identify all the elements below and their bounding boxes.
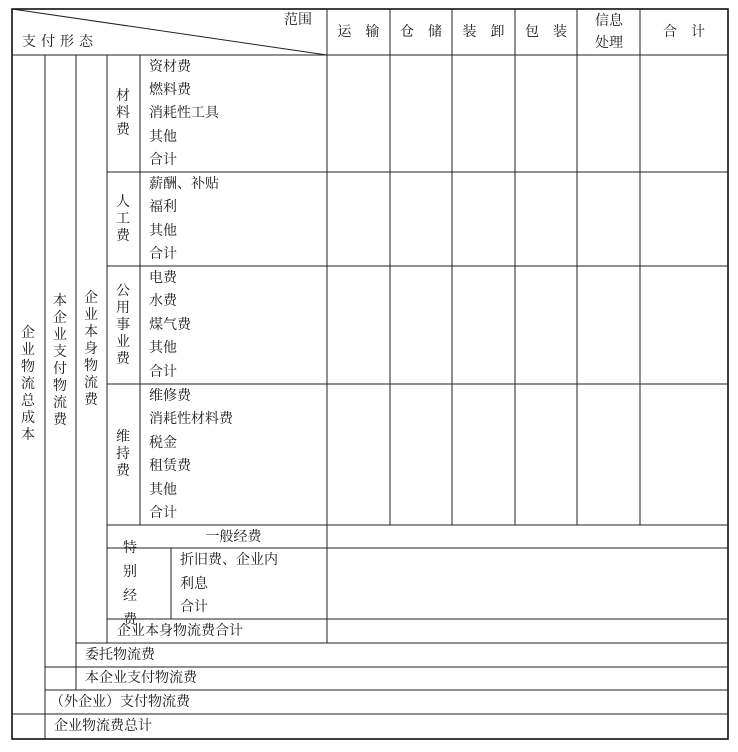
- material-item: 资材费: [149, 59, 191, 75]
- own-paid-total-row-label: 本企业支付物流费: [85, 670, 197, 686]
- external-paid-row-label: （外企业）支付物流费: [50, 694, 190, 710]
- material-item: 合计: [149, 152, 177, 168]
- outsourced-row-label: 委托物流费: [85, 647, 155, 663]
- total-cost-label: [12, 55, 45, 714]
- material-item: 其他: [149, 129, 177, 145]
- own-paid-text: 本企业支付物流费: [53, 293, 67, 428]
- column-header-total: 合 计: [663, 24, 705, 40]
- own-logistics-text: 企业本身物流费: [84, 289, 98, 408]
- payment-form-header-label: 支付形态: [22, 34, 98, 50]
- material-group-text: 材料费: [116, 88, 130, 138]
- column-header-storage: 仓 储: [400, 24, 442, 40]
- column-header-transport: 运 输: [337, 24, 380, 40]
- utility-group-label: [107, 266, 140, 384]
- maintenance-item: 合计: [149, 505, 177, 521]
- labor-item: 薪酬、补贴: [149, 176, 219, 192]
- labor-group-text: 人工费: [116, 193, 130, 244]
- special-item: 合计: [180, 599, 208, 615]
- maintenance-item: 维修费: [149, 388, 191, 404]
- maintenance-group-label: [107, 384, 140, 525]
- material-item: 燃料费: [149, 82, 191, 98]
- special-expense-text: 特别经费: [123, 539, 140, 628]
- utility-item: 水费: [149, 293, 177, 309]
- column-header-handling: 装 卸: [462, 24, 505, 40]
- special-item: 折旧费、企业内: [180, 552, 278, 568]
- total-cost-text: 企业物流总成本: [21, 325, 35, 443]
- material-group-label: [107, 55, 140, 172]
- labor-item: 其他: [149, 223, 177, 239]
- maintenance-item: 税金: [149, 435, 177, 451]
- general-expense-label: 一般经费: [205, 528, 262, 545]
- maintenance-item: 其他: [149, 482, 177, 498]
- utility-group-text: 公用事业费: [116, 282, 130, 367]
- labor-item: 合计: [149, 246, 177, 262]
- labor-item: 福利: [149, 199, 177, 215]
- utility-item: 其他: [149, 340, 177, 356]
- column-header-info-processing: 信息处理: [595, 13, 623, 51]
- grand-total-row-label: 企业物流费总计: [54, 718, 152, 734]
- material-item: 消耗性工具: [149, 105, 219, 121]
- own-logistics-total-row-label: 企业本身物流费合计: [117, 623, 243, 639]
- special-expense-label: [107, 539, 171, 628]
- utility-item: 煤气费: [149, 317, 191, 333]
- maintenance-item: 消耗性材料费: [149, 411, 233, 427]
- special-item: 利息: [180, 576, 208, 592]
- own-paid-label: [45, 55, 76, 667]
- maintenance-item: 租赁费: [149, 458, 191, 474]
- range-header-label: 范围: [284, 12, 312, 28]
- labor-group-label: [107, 172, 140, 266]
- maintenance-group-text: 维持费: [116, 429, 130, 479]
- utility-item: 合计: [149, 364, 177, 380]
- column-header-packaging: 包 装: [525, 24, 567, 40]
- utility-item: 电费: [149, 270, 177, 286]
- own-logistics-label: [76, 55, 107, 643]
